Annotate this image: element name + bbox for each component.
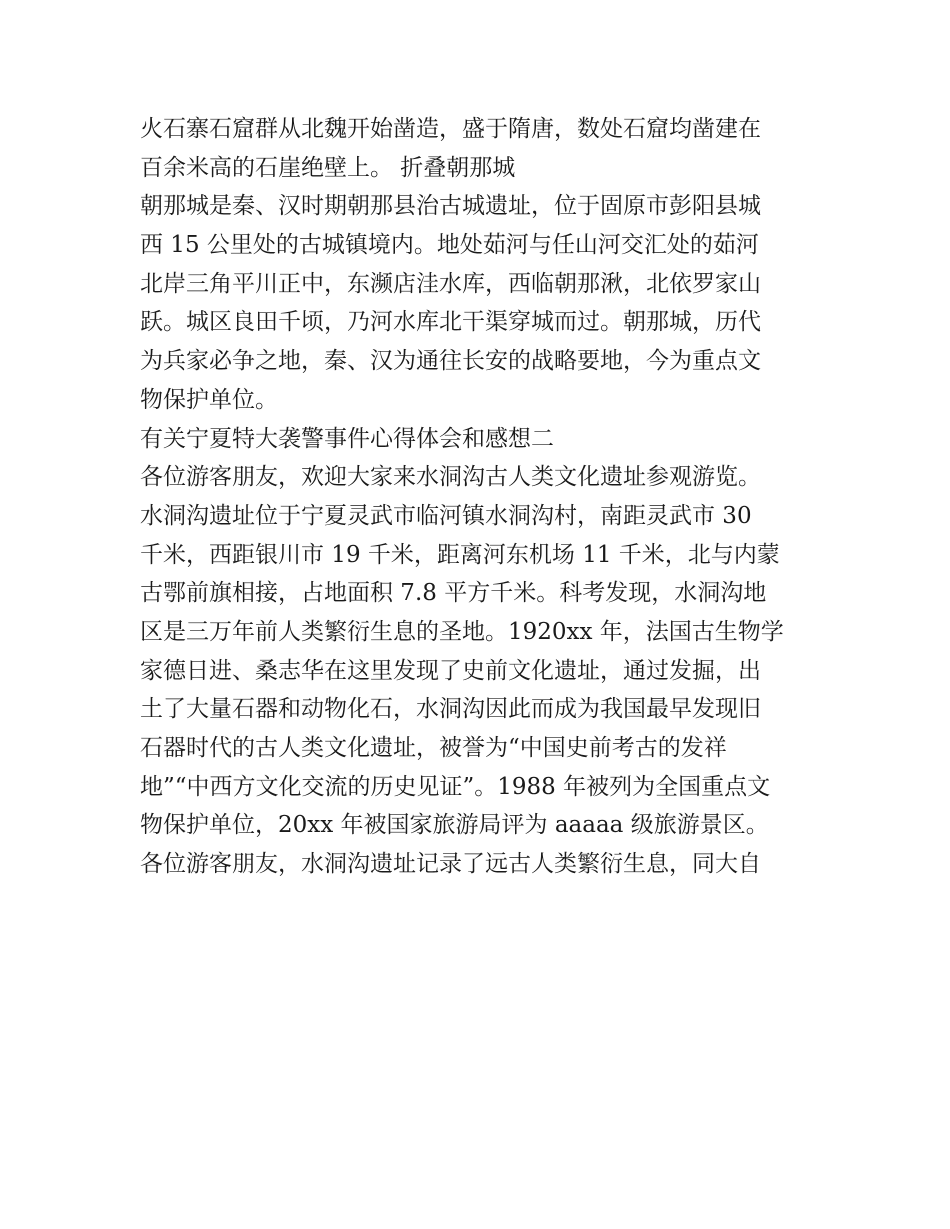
text-line: 家德日进、桑志华在这里发现了史前文化遗址，通过发掘，出 bbox=[140, 657, 761, 684]
text-line: 物保护单位，20xx 年被国家旅游局评为 aaaaa 级旅游景区。 bbox=[140, 812, 769, 839]
text-line: 各位游客朋友，水洞沟遗址记录了远古人类繁衍生息，同大自 bbox=[140, 851, 761, 878]
text-line: 石器时代的古人类文化遗址，被誉为“中国史前考古的发祥 bbox=[140, 735, 727, 761]
text-line: 古鄂前旗相接，占地面积 7.8 平方千米。科考发现，水洞沟地 bbox=[140, 580, 767, 607]
text-line: 千米，西距银川市 19 千米，距离河东机场 11 千米，北与内蒙 bbox=[140, 541, 780, 568]
text-line: 北岸三角平川正中，东濒店洼水库，西临朝那湫，北依罗家山 bbox=[140, 270, 761, 297]
text-line: 跃。城区良田千顷，乃河水库北干渠穿城而过。朝那城，历代 bbox=[140, 309, 761, 336]
text-line: 地”“中西方文化交流的历史见证”。1988 年被列为全国重点文 bbox=[140, 773, 771, 800]
text-line: 为兵家必争之地，秦、汉为通往长安的战略要地，今为重点文 bbox=[140, 348, 761, 375]
text-line: 朝那城是秦、汉时期朝那县治古城遗址，位于固原市彭阳县城 bbox=[140, 193, 761, 220]
text-line: 西 15 公里处的古城镇境内。地处茹河与任山河交汇处的茹河 bbox=[140, 232, 759, 259]
text-line: 百余米高的石崖绝壁上。 折叠朝那城 bbox=[140, 154, 516, 181]
text-line: 火石寨石窟群从北魏开始凿造，盛于隋唐，数处石窟均凿建在 bbox=[140, 116, 761, 142]
section-heading: 有关宁夏特大袭警事件心得体会和感想二 bbox=[140, 425, 554, 452]
text-line: 土了大量石器和动物化石，水洞沟因此而成为我国最早发现旧 bbox=[140, 696, 761, 723]
document-body bbox=[140, 110, 830, 884]
text-line: 水洞沟遗址位于宁夏灵武市临河镇水洞沟村，南距灵武市 30 bbox=[140, 502, 752, 529]
text-line: 各位游客朋友，欢迎大家来水洞沟古人类文化遗址参观游览。 bbox=[140, 464, 761, 491]
text-line: 区是三万年前人类繁衍生息的圣地。1920xx 年，法国古生物学 bbox=[140, 618, 784, 645]
text-line: 物保护单位。 bbox=[140, 386, 278, 413]
